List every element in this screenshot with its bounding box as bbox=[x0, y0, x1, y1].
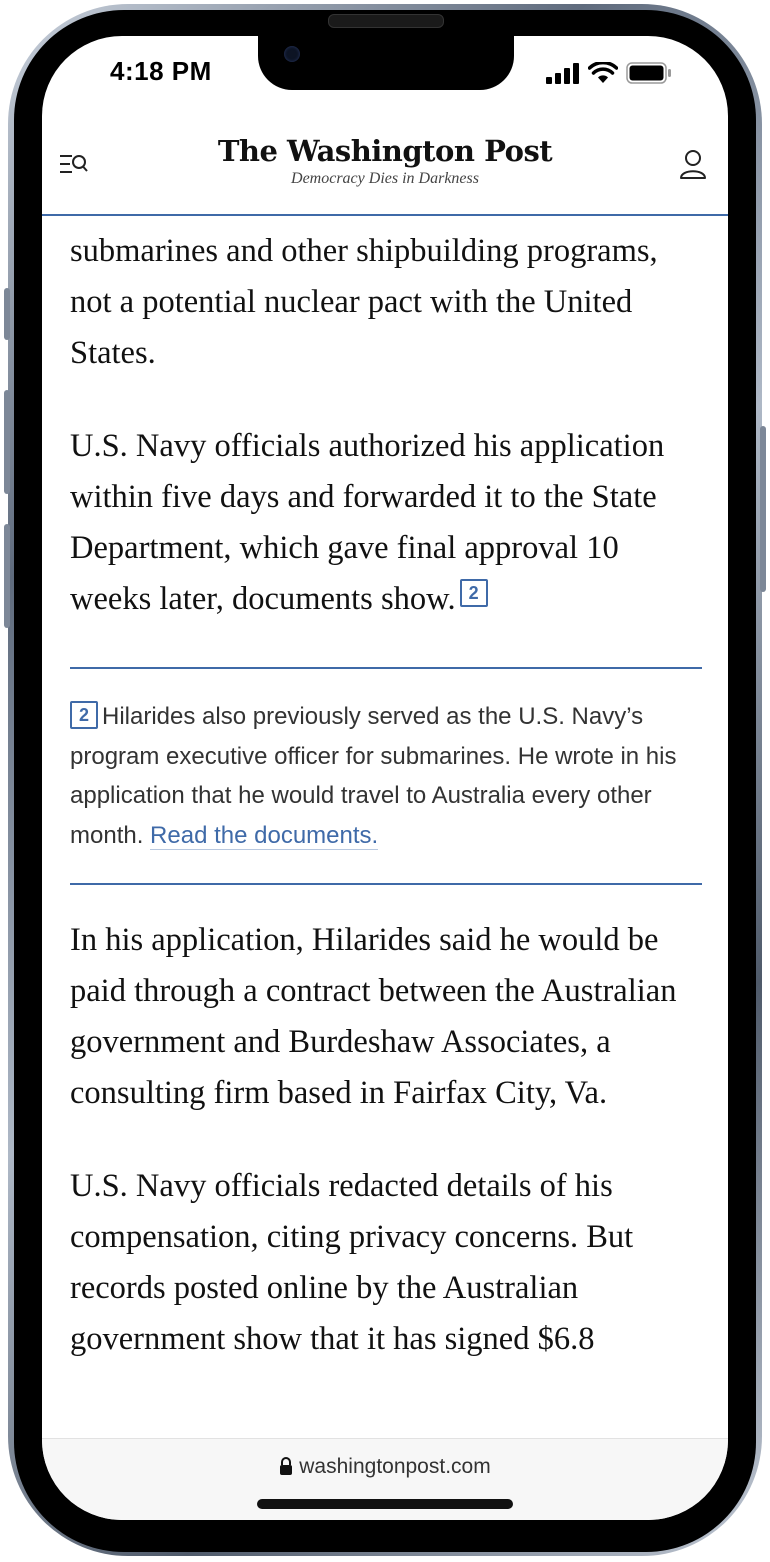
power-button bbox=[760, 426, 766, 592]
screen bbox=[42, 36, 728, 1520]
read-documents-link[interactable]: Read the documents. bbox=[150, 821, 379, 849]
masthead[interactable] bbox=[42, 132, 728, 188]
article-paragraph: In his application, Hilarides said he would be paid through a contract between the Australian government and Burdeshaw Associates, a consulting firm based in Fairfax City, Va. bbox=[70, 922, 677, 1111]
masthead-title: The Washington Post bbox=[217, 134, 553, 168]
article-body bbox=[70, 226, 702, 1365]
account-icon bbox=[678, 148, 708, 180]
volume-down-button bbox=[4, 524, 10, 628]
footnote-divider-bottom bbox=[70, 883, 702, 885]
account-button[interactable] bbox=[678, 148, 710, 182]
url-text: washingtonpost.com bbox=[299, 1455, 491, 1478]
article-paragraph: submarines and other shipbuilding programs, not a potential nuclear pact with the United States. bbox=[70, 233, 658, 371]
article-paragraph-text: U.S. Navy officials authorized his application within five days and forwarded it to the State Department, which gave final approval 10 weeks later, documents show. bbox=[70, 428, 665, 617]
footnote-divider-top bbox=[70, 667, 702, 669]
site-header bbox=[42, 132, 728, 216]
masthead-tagline: Democracy Dies in Darkness bbox=[291, 170, 479, 187]
cellular-signal-icon bbox=[546, 62, 580, 84]
lock-icon bbox=[279, 1457, 293, 1475]
battery-icon bbox=[626, 62, 672, 84]
volume-up-button bbox=[4, 390, 10, 494]
browser-url-bar[interactable] bbox=[42, 1438, 728, 1520]
notch bbox=[258, 36, 514, 90]
footnote-number: 2 bbox=[70, 701, 98, 729]
silent-switch bbox=[4, 288, 10, 340]
url-display[interactable] bbox=[42, 1455, 728, 1479]
article-paragraph-with-footnote bbox=[70, 421, 702, 625]
earpiece-speaker bbox=[328, 14, 444, 28]
status-icons bbox=[546, 62, 672, 84]
footnote-text: Hilarides also previously served as the U.S. Navy’s program executive officer for submarines. He wrote in his application that he would travel to Australia every other month. bbox=[70, 703, 677, 849]
wifi-icon bbox=[588, 62, 618, 84]
front-camera bbox=[284, 46, 300, 62]
article-paragraph: U.S. Navy officials redacted details of his compensation, citing privacy concerns. But records posted online by the Australian government show that it has signed $6.8 bbox=[70, 1168, 634, 1357]
footnote-box bbox=[70, 697, 702, 855]
footnote-marker-button[interactable]: 2 bbox=[460, 579, 488, 607]
home-indicator[interactable] bbox=[257, 1499, 513, 1509]
status-time: 4:18 PM bbox=[110, 56, 212, 86]
